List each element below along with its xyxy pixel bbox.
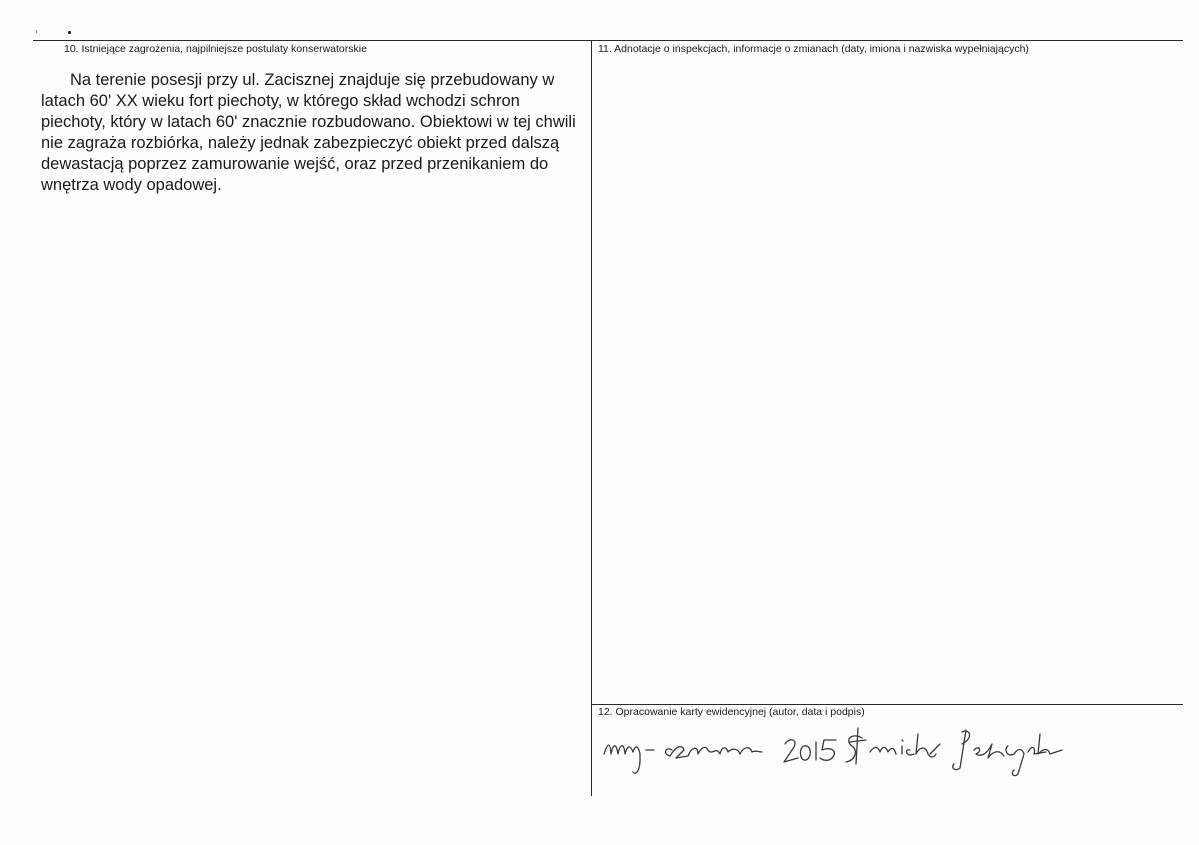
column-divider (591, 40, 592, 796)
section-10-heading: 10. Istniejące zagrożenia, najpilniejsze postulaty konserwatorskie (64, 43, 367, 55)
section-10-body (41, 70, 586, 196)
section-12-heading: 12. Opracowanie karty ewidencyjnej (autor, data i podpis) (598, 706, 865, 718)
section-10-paragraph: Na terenie posesji przy ul. Zacisznej znajduje się przebudowany w latach 60' XX wieku fort piechoty, w którego skład wchodzi schron piechoty, który w latach 60' znacznie rozbudowano. Obiektowi w tej chwili nie zagraża rozbiórka, należy jednak zabezpieczyć obiekt przed dalszą dewastacją poprzez zamurowanie wejść, oraz przed przenikaniem do wnętrza wody opadowej. (41, 71, 576, 194)
top-rule (33, 40, 1183, 41)
signature-rule (592, 704, 1183, 705)
scan-mark (36, 30, 37, 33)
section-11-heading: 11. Adnotacje o inspekcjach, informacje o zmianach (daty, imiona i nazwiska wypełniających) (598, 43, 1029, 55)
scan-dot (68, 31, 71, 34)
handwritten-signature (600, 724, 1070, 779)
